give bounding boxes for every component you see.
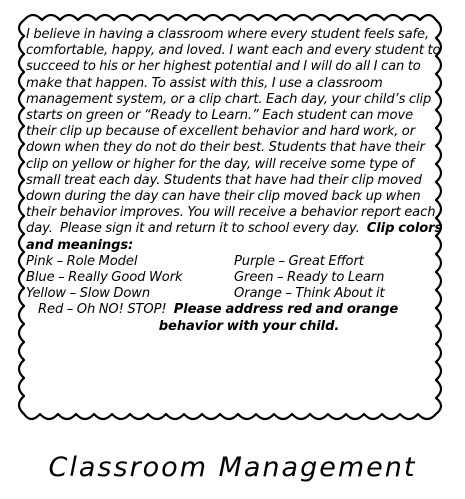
letter-paragraph bbox=[26, 27, 447, 254]
clip-row bbox=[26, 270, 444, 286]
clip-pink: Pink – Role Model bbox=[26, 253, 138, 269]
clip-row bbox=[26, 286, 444, 302]
letter-paragraph-text: I believe in having a classroom where every student feels safe, comfortable, happy, and loved. I want each and every student to succeed to his or her highest potential and I will do all I can to make that happen. To assist with this, I use a classroom management system, or a clip chart. Each day, your child’s clip starts on green or “Ready to Learn.” Each student can move their clip up because of excellent behavior and hard work, or down when they do not do their best. Students that have their clip on yellow or higher for the day, will receive some type of small treat each day. Students that have had their clip moved down during the day can have their clip moved back up when their behavior improves. You will receive a behavior report each day. Please sign it and return it to school every day. bbox=[26, 27, 445, 237]
closing-note-b: behavior with your child. bbox=[158, 318, 340, 334]
page-title: Classroom Management bbox=[48, 452, 417, 483]
clip-purple: Purple – Great Effort bbox=[234, 253, 364, 269]
clip-row bbox=[26, 254, 444, 270]
clip-orange: Orange – Think About it bbox=[234, 286, 385, 302]
clip-red: Red – Oh NO! STOP! bbox=[38, 302, 167, 318]
clip-red-row bbox=[26, 302, 444, 318]
clip-blue: Blue – Really Good Work bbox=[26, 270, 183, 286]
closing-note-a: Please address red and orange bbox=[173, 302, 399, 318]
letter-body bbox=[26, 27, 447, 335]
clip-green: Green – Ready to Learn bbox=[234, 270, 385, 286]
clip-yellow: Yellow – Slow Down bbox=[26, 286, 151, 302]
clip-heading: Clip colors and meanings: bbox=[26, 221, 447, 253]
clip-list bbox=[26, 254, 444, 335]
